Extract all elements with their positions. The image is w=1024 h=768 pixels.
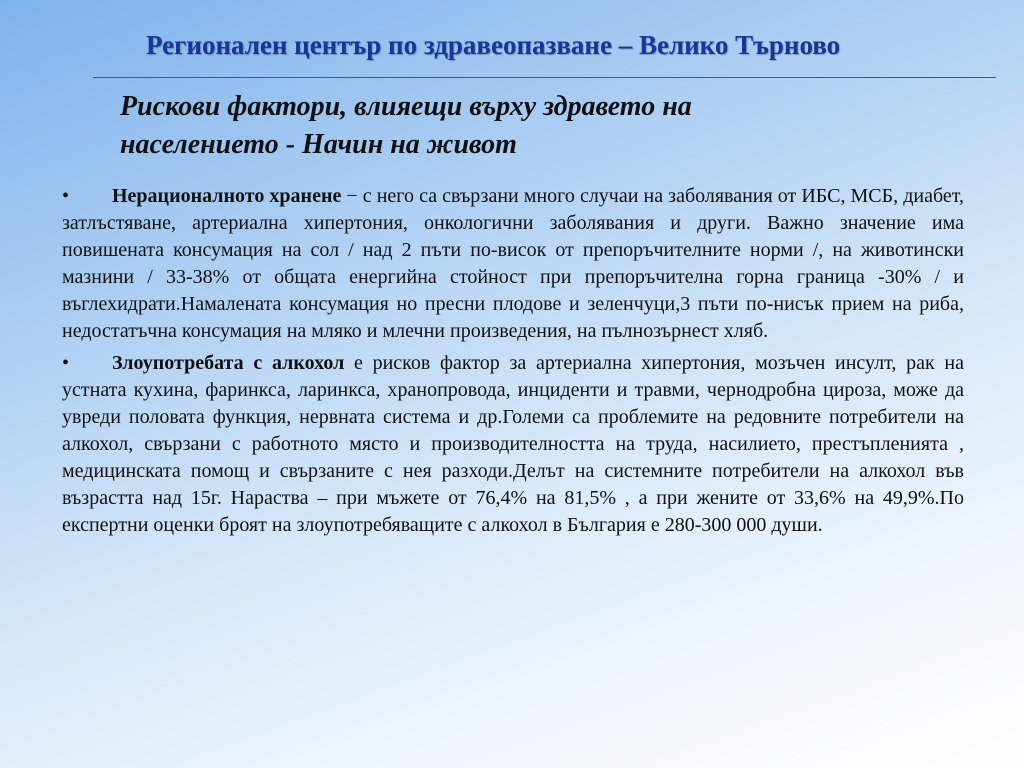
- slide-content: [62, 183, 964, 544]
- bullet-item-alcohol: [62, 350, 964, 539]
- bullet-term: Злоупотребата с алкохол: [112, 352, 345, 374]
- bullet-item-diet: [62, 183, 964, 345]
- organization-header: Регионален център по здравеопазване – Велико Търново: [146, 30, 841, 60]
- bullet-text: е рисков фактор за артериална хипертония, мозъчен инсулт, рак на устната кухина, фаринкса, ларинкса, хранопровода, инциденти и травми, чернодробна цироза, може да увреди половата функция, нервната система и др.Големи са проблемите на редовните потребители на алкохол, свързани с работното място и производителността на труда, насилието, престъпленията , медицинската помощ и свързаните с нея разходи.Делът на системните потребители на алкохол във възрастта над 15г. Нараства – при мъжете от 76,4% на 81,5% , а при жените от 33,6% на 49,9%.По експертни оценки броят на злоупотребяващите с алкохол в България е 280-300 000 души.: [62, 352, 964, 536]
- bullet-marker: •: [62, 185, 70, 207]
- header-divider: [93, 77, 996, 78]
- slide-subtitle: Рискови фактори, влияещи върху здравето на населението - Начин на живот: [120, 91, 692, 160]
- bullet-term: Нерационалното хранене: [112, 185, 342, 207]
- bullet-marker: •: [62, 352, 70, 374]
- bullet-text: − с него са свързани много случаи на заболявания от ИБС, МСБ, диабет, затлъстяване, артериална хипертония, онкологични заболявания и други. Важно значение има повишената консумация на сол / над 2 пъти по-висок от препоръчителните норми /, на животински мазнини / 33-38% от общата енергийна стойност при препоръчителна горна граница -30% / и въглехидрати.Намалената консумация но пресни плодове и зеленчуци,3 пъти по-нисък прием на риба, недостатъчна консумация на мляко и млечни произведения, на пълнозърнест хляб.: [62, 185, 964, 342]
